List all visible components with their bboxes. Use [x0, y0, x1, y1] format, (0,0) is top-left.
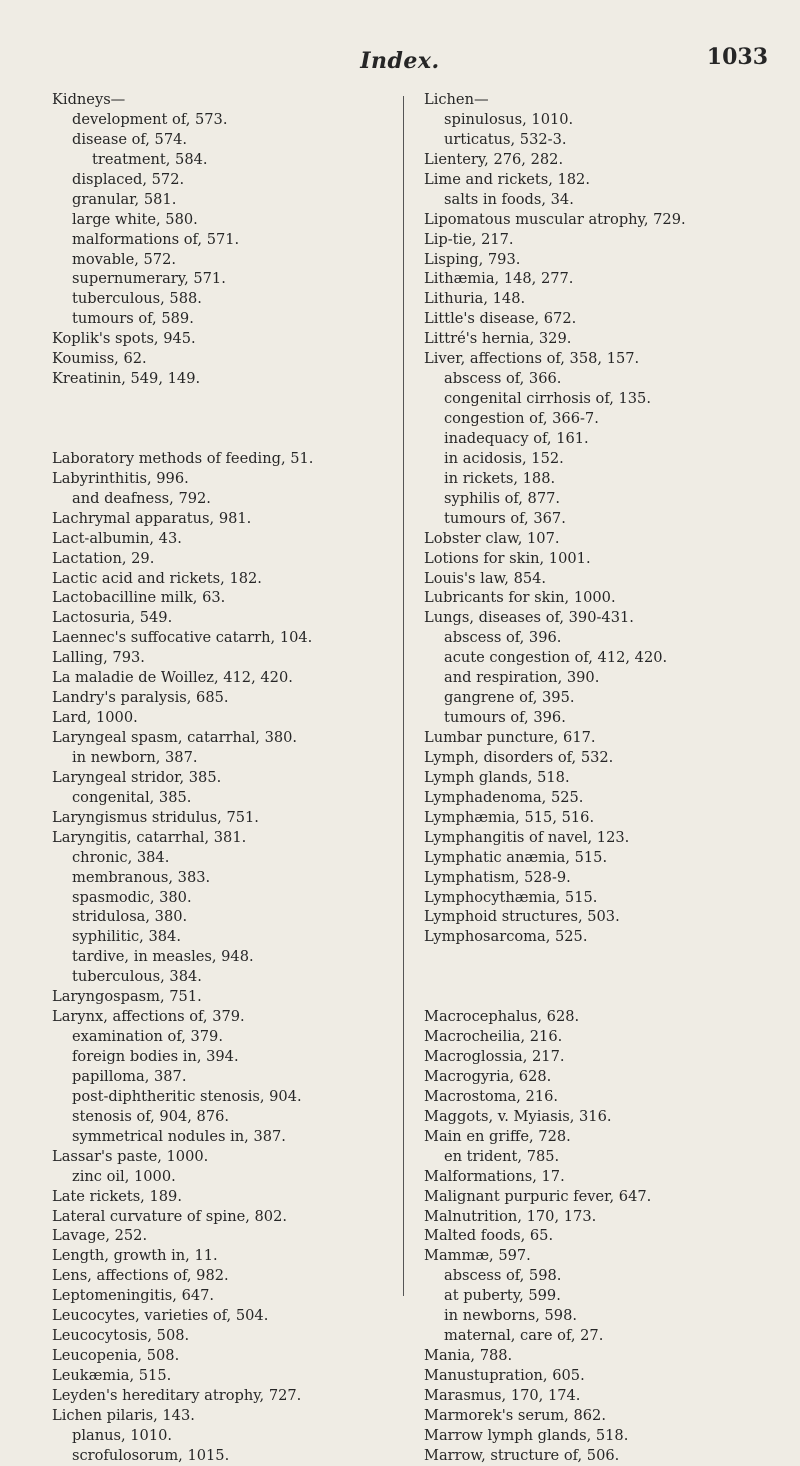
index-entry: Lichen—: [424, 91, 489, 108]
index-subentry: en trident, 785.: [444, 1147, 560, 1165]
index-entry: Lymphosarcoma, 525.: [424, 928, 588, 946]
index-entry: Macrogyria, 628.: [424, 1067, 552, 1085]
index-entry: La maladie de Woillez, 412, 420.: [52, 669, 293, 687]
index-subentry: development of, 573.: [72, 110, 228, 128]
index-entry: Little's disease, 672.: [424, 310, 577, 328]
running-header-title: Index.: [360, 48, 440, 74]
index-entry: Leyden's hereditary atrophy, 727.: [52, 1386, 302, 1404]
index-entry: Landry's paralysis, 685.: [52, 689, 229, 707]
column-divider: [403, 96, 404, 1296]
index-entry: Macrostoma, 216.: [424, 1087, 559, 1105]
index-entry: Lactation, 29.: [52, 549, 155, 567]
index-subentry: in rickets, 188.: [444, 469, 556, 487]
index-subentry: stenosis of, 904, 876.: [72, 1107, 230, 1125]
index-subentry: supernumerary, 571.: [72, 270, 226, 288]
page-number: 1033: [706, 44, 768, 70]
index-entry: Lavage, 252.: [52, 1227, 148, 1245]
index-subentry: salts in foods, 34.: [444, 190, 574, 208]
index-entry: Lymphangitis of navel, 123.: [424, 828, 630, 846]
index-subentry: syphilis of, 877.: [444, 489, 561, 507]
index-subentry: scrofulosorum, 1015.: [72, 1446, 230, 1464]
index-entry: Lachrymal apparatus, 981.: [52, 509, 252, 527]
index-subentry: and deafness, 792.: [72, 489, 211, 507]
index-entry: Lassar's paste, 1000.: [52, 1147, 209, 1165]
index-entry: Lens, affections of, 982.: [52, 1267, 229, 1285]
index-entry: Kidneys—: [52, 91, 126, 108]
index-entry: Laboratory methods of feeding, 51.: [52, 449, 314, 467]
index-entry: Lithæmia, 148, 277.: [424, 270, 574, 288]
index-entry: Laennec's suffocative catarrh, 104.: [52, 629, 313, 647]
index-entry: Lithuria, 148.: [424, 290, 526, 308]
index-entry: Lip-tie, 217.: [424, 230, 514, 248]
index-entry: Lime and rickets, 182.: [424, 170, 590, 188]
index-entry: Louis's law, 854.: [424, 569, 547, 587]
index-entry: Main en griffe, 728.: [424, 1127, 571, 1145]
index-entry: Marasmus, 170, 174.: [424, 1386, 581, 1404]
index-subentry: papilloma, 387.: [72, 1067, 187, 1085]
index-entry: Littré's hernia, 329.: [424, 330, 572, 348]
index-subentry: treatment, 584.: [92, 150, 208, 168]
index-entry: Lipomatous muscular atrophy, 729.: [424, 210, 686, 228]
index-entry: Koumiss, 62.: [52, 350, 147, 368]
index-entry: Lactosuria, 549.: [52, 609, 173, 627]
index-entry: Marmorek's serum, 862.: [424, 1406, 606, 1424]
index-subentry: malformations of, 571.: [72, 230, 240, 248]
index-subentry: examination of, 379.: [72, 1028, 223, 1046]
index-entry: Lumbar puncture, 617.: [424, 729, 596, 746]
index-entry: Lact-albumin, 43.: [52, 529, 182, 547]
index-subentry: maternal, care of, 27.: [444, 1327, 604, 1345]
index-column-left: [52, 90, 397, 1466]
index-entry: Macrocephalus, 628.: [424, 1008, 580, 1026]
index-subentry: displaced, 572.: [72, 170, 185, 188]
index-entry: Lobster claw, 107.: [424, 529, 560, 547]
index-entry: Lymphatism, 528-9.: [424, 868, 571, 886]
index-subentry: in acidosis, 152.: [444, 449, 564, 467]
index-entry: Koplik's spots, 945.: [52, 330, 196, 348]
index-subentry: symmetrical nodules in, 387.: [72, 1127, 286, 1145]
index-subentry: spinulosus, 1010.: [444, 110, 574, 128]
index-entry: Malignant purpuric fever, 647.: [424, 1187, 652, 1205]
index-subentry: gangrene of, 395.: [444, 689, 575, 707]
index-entry: Macroglossia, 217.: [424, 1048, 565, 1066]
index-subentry: tumours of, 589.: [72, 310, 194, 328]
index-subentry: tumours of, 367.: [444, 509, 566, 527]
index-subentry: congestion of, 366-7.: [444, 410, 599, 427]
index-entry: Lateral curvature of spine, 802.: [52, 1207, 288, 1225]
index-entry: Laryngeal stridor, 385.: [52, 768, 222, 786]
index-subentry: tuberculous, 588.: [72, 290, 202, 308]
index-entry: Mania, 788.: [424, 1347, 513, 1365]
index-entry: Manustupration, 605.: [424, 1367, 585, 1385]
index-entry: Lymphatic anæmia, 515.: [424, 848, 608, 866]
index-entry: Lymphocythæmia, 515.: [424, 888, 598, 906]
index-subentry: zinc oil, 1000.: [72, 1167, 176, 1185]
index-subentry: inadequacy of, 161.: [444, 429, 589, 447]
index-entry: Kreatinin, 549, 149.: [52, 370, 201, 388]
index-entry: Lichen pilaris, 143.: [52, 1406, 195, 1424]
index-subentry: urticatus, 532-3.: [444, 130, 567, 148]
index-entry: Laryngospasm, 751.: [52, 988, 202, 1006]
index-subentry: movable, 572.: [72, 250, 176, 268]
index-entry: Lymph glands, 518.: [424, 768, 570, 786]
index-subentry: stridulosa, 380.: [72, 908, 188, 926]
index-entry: Laryngitis, catarrhal, 381.: [52, 828, 247, 846]
index-entry: Lotions for skin, 1001.: [424, 549, 591, 567]
index-subentry: spasmodic, 380.: [72, 888, 192, 906]
index-entry: Leucocytes, varieties of, 504.: [52, 1307, 269, 1325]
index-entry: Leptomeningitis, 647.: [52, 1287, 215, 1305]
index-entry: Lymphoid structures, 503.: [424, 908, 620, 926]
index-subentry: granular, 581.: [72, 190, 177, 208]
index-subentry: disease of, 574.: [72, 130, 188, 148]
index-subentry: planus, 1010.: [72, 1426, 173, 1444]
index-entry: Length, growth in, 11.: [52, 1247, 218, 1265]
index-entry: Lard, 1000.: [52, 709, 138, 727]
index-entry: Leucopenia, 508.: [52, 1347, 180, 1365]
index-entry: Lisping, 793.: [424, 250, 521, 268]
index-entry: Marrow lymph glands, 518.: [424, 1426, 629, 1444]
index-subentry: congenital, 385.: [72, 788, 192, 806]
index-entry: Liver, affections of, 358, 157.: [424, 350, 640, 368]
index-entry: Maggots, v. Myiasis, 316.: [424, 1107, 612, 1125]
index-entry: Malnutrition, 170, 173.: [424, 1207, 597, 1225]
index-subentry: tuberculous, 384.: [72, 968, 202, 986]
index-entry: Leucocytosis, 508.: [52, 1327, 190, 1345]
index-subentry: foreign bodies in, 394.: [72, 1048, 239, 1066]
index-entry: Laryngeal spasm, catarrhal, 380.: [52, 729, 298, 747]
index-entry: Malformations, 17.: [424, 1167, 565, 1185]
index-subentry: congenital cirrhosis of, 135.: [444, 390, 651, 408]
index-entry: Lactic acid and rickets, 182.: [52, 569, 262, 587]
index-subentry: post-diphtheritic stenosis, 904.: [72, 1087, 302, 1105]
index-subentry: acute congestion of, 412, 420.: [444, 649, 668, 667]
index-subentry: large white, 580.: [72, 210, 198, 228]
index-subentry: in newborns, 598.: [444, 1307, 577, 1325]
index-entry: Lientery, 276, 282.: [424, 150, 564, 168]
index-entry: Lalling, 793.: [52, 649, 145, 667]
index-entry: Leukæmia, 515.: [52, 1367, 172, 1385]
index-entry: Laryngismus stridulus, 751.: [52, 808, 259, 826]
index-subentry: syphilitic, 384.: [72, 928, 181, 946]
index-subentry: and respiration, 390.: [444, 669, 600, 687]
index-subentry: tumours of, 396.: [444, 709, 566, 727]
index-entry: Lymphæmia, 515, 516.: [424, 808, 595, 826]
index-entry: Lungs, diseases of, 390-431.: [424, 609, 634, 627]
index-entry: Larynx, affections of, 379.: [52, 1008, 245, 1026]
index-subentry: membranous, 383.: [72, 868, 211, 886]
index-subentry: at puberty, 599.: [444, 1287, 561, 1305]
index-column-right: [424, 90, 784, 1466]
index-entry: Macrocheilia, 216.: [424, 1028, 563, 1046]
index-entry: Malted foods, 65.: [424, 1227, 554, 1245]
index-subentry: in newborn, 387.: [72, 748, 198, 766]
index-subentry: abscess of, 366.: [444, 370, 562, 388]
index-entry: Late rickets, 189.: [52, 1187, 182, 1205]
index-entry: Mammæ, 597.: [424, 1247, 531, 1265]
index-subentry: tardive, in measles, 948.: [72, 948, 254, 966]
index-subentry: abscess of, 396.: [444, 629, 562, 647]
section-gap: [52, 389, 397, 449]
index-entry: Lymph, disorders of, 532.: [424, 748, 614, 766]
index-subentry: chronic, 384.: [72, 848, 170, 866]
index-subentry: abscess of, 598.: [444, 1267, 562, 1285]
index-entry: Labyrinthitis, 996.: [52, 469, 189, 487]
section-gap: [424, 947, 784, 1007]
index-entry: Lymphadenoma, 525.: [424, 788, 584, 806]
index-entry: Lubricants for skin, 1000.: [424, 589, 616, 607]
index-entry: Marrow, structure of, 506.: [424, 1446, 620, 1464]
index-entry: Lactobacilline milk, 63.: [52, 589, 226, 607]
